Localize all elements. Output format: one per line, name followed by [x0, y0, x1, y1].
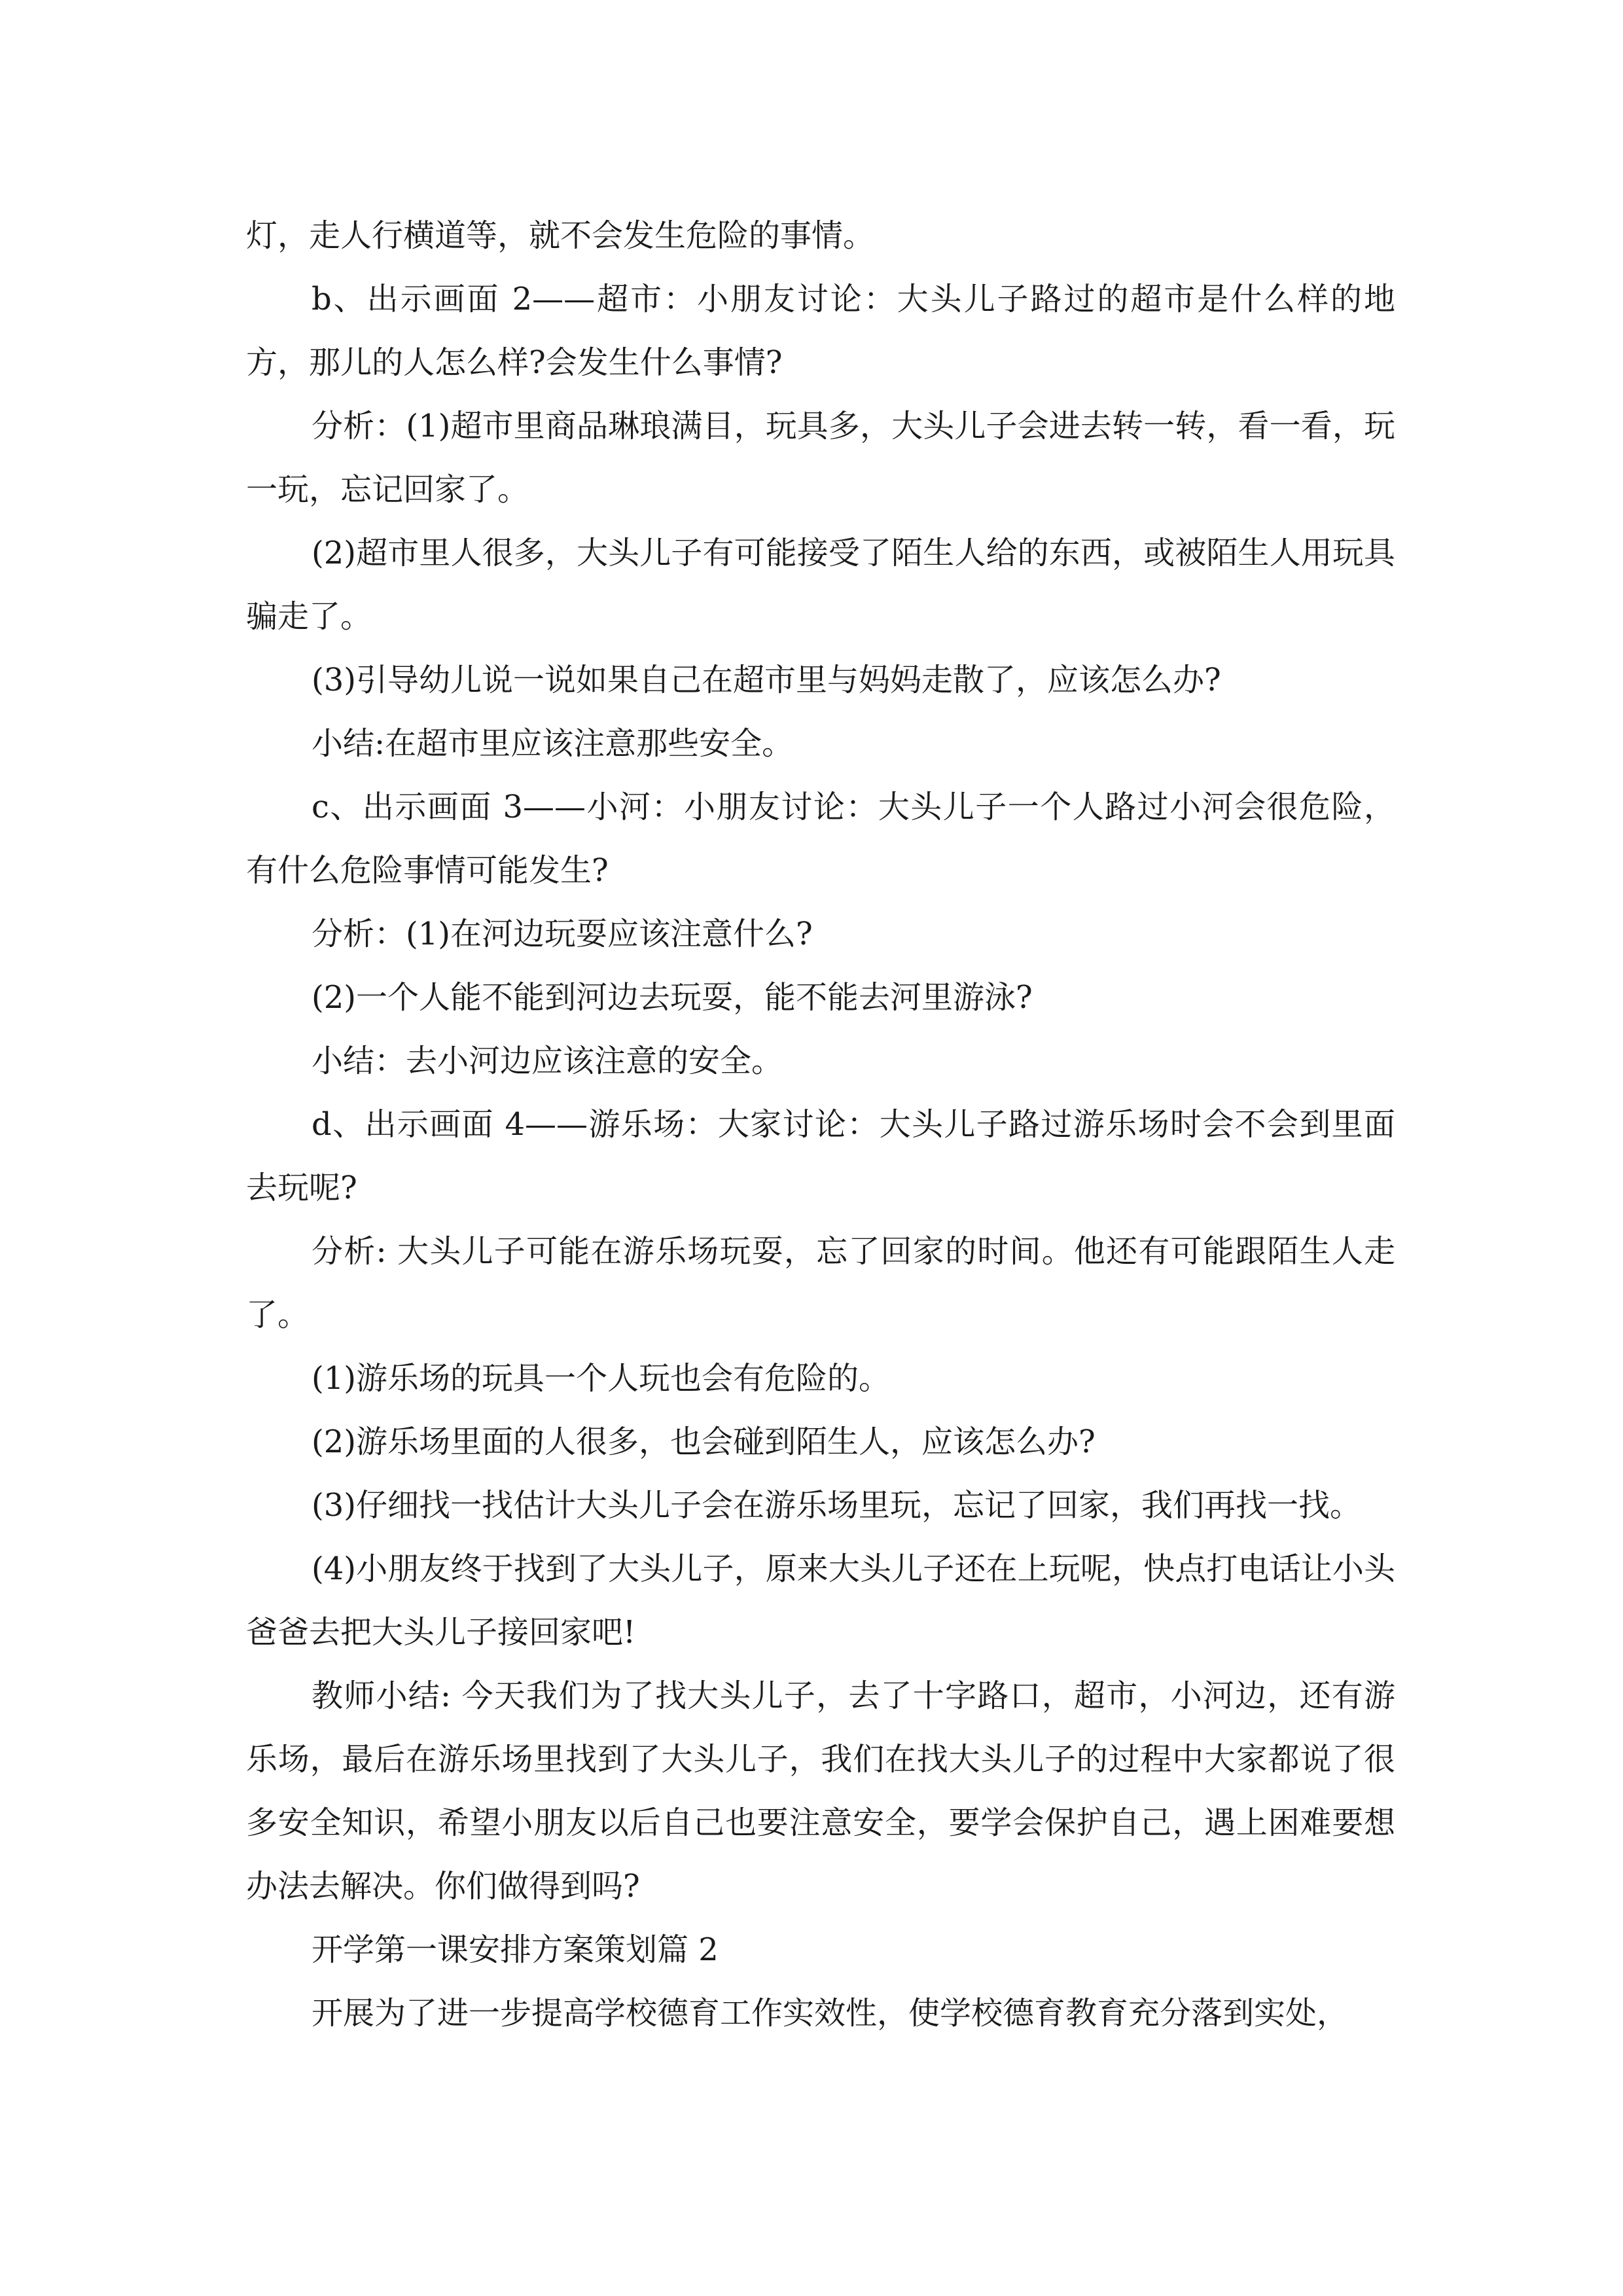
paragraph: (2)一个人能不能到河边去玩耍，能不能去河里游泳?	[312, 979, 1033, 1016]
paragraph: (3)仔细找一找估计大头儿子会在游乐场里玩，忘记了回家，我们再找一找。	[312, 1487, 1361, 1524]
document-body	[246, 204, 1395, 2045]
paragraph: 分析：(1)超市里商品琳琅满目，玩具多，大头儿子会进去转一转，看一看，玩一玩，忘记回家了。	[246, 408, 1395, 508]
section-heading: 开学第一课安排方案策划篇 2	[312, 1931, 719, 1968]
paragraph: b、出示画面 2——超市：小朋友讨论：大头儿子路过的超市是什么样的地方，那儿的人怎么样?会发生什么事情?	[246, 281, 1395, 381]
paragraph: 灯，走人行横道等，就不会发生危险的事情。	[246, 217, 875, 254]
paragraph: (4)小朋友终于找到了大头儿子，原来大头儿子还在上玩呢，快点打电话让小头爸爸去把大头儿子接回家吧!	[246, 1551, 1395, 1651]
paragraph: 分析: 大头儿子可能在游乐场玩耍，忘了回家的时间。他还有可能跟陌生人走了。	[246, 1233, 1395, 1333]
paragraph: (2)游乐场里面的人很多，也会碰到陌生人，应该怎么办?	[312, 1424, 1096, 1460]
paragraph: (3)引导幼儿说一说如果自己在超市里与妈妈走散了，应该怎么办?	[312, 662, 1221, 698]
paragraph: 开展为了进一步提高学校德育工作实效性，使学校德育教育充分落到实处，	[312, 1995, 1349, 2032]
paragraph: c、出示画面 3——小河：小朋友讨论：大头儿子一个人路过小河会很危险，有什么危险事情可能发生?	[246, 789, 1395, 889]
paragraph: 小结：去小河边应该注意的安全。	[312, 1043, 783, 1079]
paragraph: 分析：(1)在河边玩耍应该注意什么?	[312, 916, 813, 952]
paragraph: 小结:在超市里应该注意那些安全。	[312, 725, 794, 762]
paragraph: (1)游乐场的玩具一个人玩也会有危险的。	[312, 1360, 890, 1397]
paragraph: d、出示画面 4——游乐场：大家讨论：大头儿子路过游乐场时会不会到里面去玩呢?	[246, 1106, 1395, 1206]
paragraph: (2)超市里人很多，大头儿子有可能接受了陌生人给的东西，或被陌生人用玩具骗走了。	[246, 535, 1395, 635]
paragraph: 教师小结: 今天我们为了找大头儿子，去了十字路口，超市，小河边，还有游乐场，最后在游乐场里找到了大头儿子，我们在找大头儿子的过程中大家都说了很多安全知识，希望小朋友以后自己也要注意安全，要学会保护自己，遇上困难要想办法去解决。你们做得到吗?	[246, 1677, 1395, 1905]
